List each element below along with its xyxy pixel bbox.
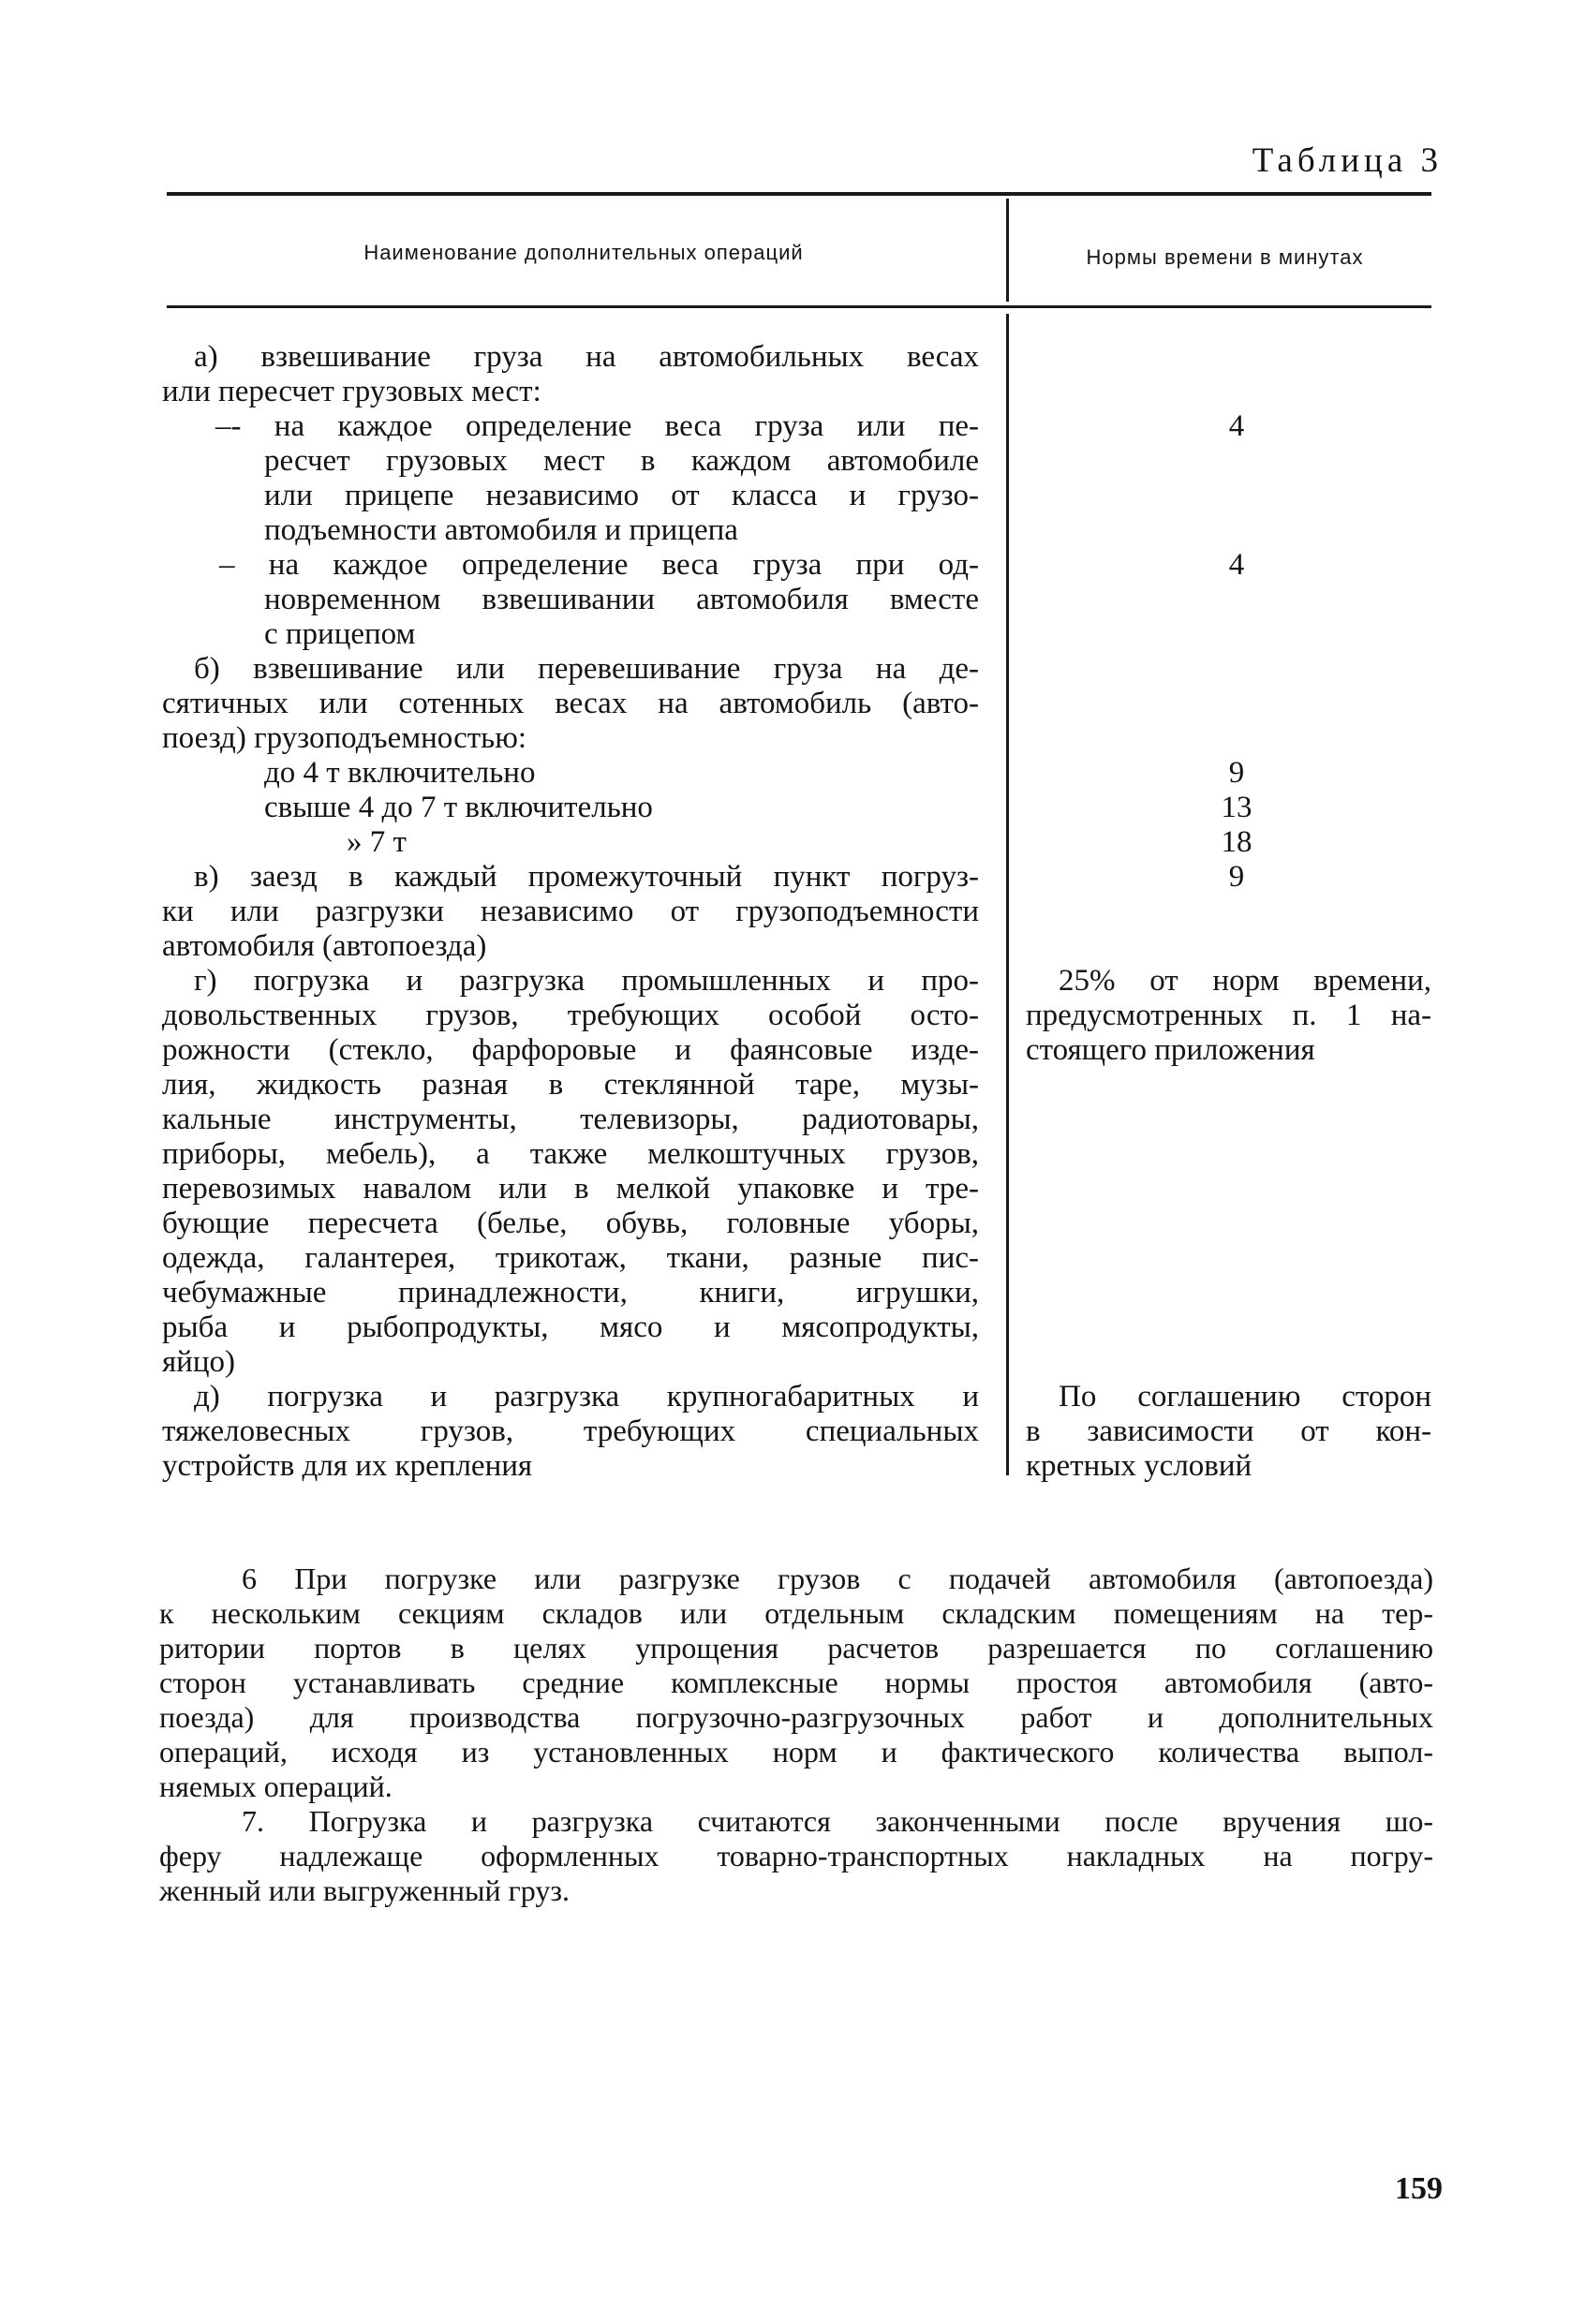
op-line: или прицепе независимо от класса и грузо- xyxy=(264,479,979,512)
op-line: одежда, галантерея, трикотаж, ткани, разные пис- xyxy=(162,1241,979,1275)
op-line: рожности (стекло, фарфоровые и фаянсовые изде- xyxy=(162,1033,979,1067)
op-line: довольственных грузов, требующих особой осто- xyxy=(162,999,979,1032)
op-line: г) погрузка и разгрузка промышленных и про- xyxy=(194,964,979,998)
op-line: приборы, мебель), а также мелкоштучных грузов, xyxy=(162,1137,979,1171)
norm-note-line: 25% от норм времени, xyxy=(1059,964,1431,998)
page-number: 159 xyxy=(1395,2171,1443,2206)
table-header-rule xyxy=(167,305,1431,308)
op-line: или пересчет грузовых мест: xyxy=(162,375,541,408)
table-caption: Таблица 3 xyxy=(1252,141,1443,180)
paragraph-line: феру надлежаще оформленных товарно-транспортных накладных на погру- xyxy=(159,1839,1433,1873)
op-line: чебумажные принадлежности, книги, игрушки, xyxy=(162,1276,979,1310)
norm-value: 9 xyxy=(1228,756,1245,790)
op-line: подъемности автомобиля и прицепа xyxy=(264,513,738,547)
op-line: ресчет грузовых мест в каждом автомобиле xyxy=(264,444,979,478)
paragraph-line: 6 При погрузке или разгрузке грузов с подачей автомобиля (автопоезда) xyxy=(242,1562,1433,1595)
paragraph-line: сторон устанавливать средние комплексные нормы простоя автомобиля (авто- xyxy=(159,1665,1433,1699)
paragraph-line: няемых операций. xyxy=(159,1769,393,1803)
op-line: д) погрузка и разгрузка крупногабаритных и xyxy=(194,1380,979,1414)
op-line: а) взвешивание груза на автомобильных весах xyxy=(194,340,979,374)
paragraph-line: к нескольким секциям складов или отдельным складским помещениям на тер- xyxy=(159,1596,1433,1630)
paragraph-line: поезда) для производства погрузочно-разгрузочных работ и дополнительных xyxy=(159,1700,1433,1734)
table-header-divider xyxy=(1006,199,1009,302)
paragraph-line: 7. Погрузка и разгрузка считаются законченными после вручения шо- xyxy=(242,1804,1433,1838)
op-line: бующие пересчета (белье, обувь, головные уборы, xyxy=(162,1206,979,1240)
op-line: – на каждое определение веса груза при од- xyxy=(219,548,979,582)
op-line: кальные инструменты, телевизоры, радиотовары, xyxy=(162,1103,979,1136)
op-line: сятичных или сотенных весах на автомобиль (авто- xyxy=(162,687,979,720)
op-line: до 4 т включительно xyxy=(264,756,536,790)
op-line: яйцо) xyxy=(162,1345,235,1379)
norm-note-line: в зависимости от кон- xyxy=(1026,1414,1431,1448)
norm-value: 18 xyxy=(1221,825,1252,859)
op-line: свыше 4 до 7 т включительно xyxy=(264,791,653,824)
op-line: » 7 т xyxy=(347,825,407,859)
op-line: ки или разгрузки независимо от грузоподъемности xyxy=(162,895,979,928)
norm-note-line: кретных условий xyxy=(1026,1449,1252,1483)
op-line: с прицепом xyxy=(264,617,416,651)
norm-note-line: предусмотренных п. 1 на- xyxy=(1026,999,1431,1032)
op-line: новременном взвешивании автомобиля вместе xyxy=(264,583,979,616)
table-top-rule xyxy=(167,192,1431,196)
norm-note-line: По соглашению сторон xyxy=(1059,1380,1431,1414)
norm-value: 4 xyxy=(1228,409,1245,443)
norm-note-line: стоящего приложения xyxy=(1026,1033,1315,1067)
table-column-divider xyxy=(1006,314,1009,1475)
op-line: лия, жидкость разная в стеклянной таре, музы- xyxy=(162,1068,979,1102)
norm-value: 4 xyxy=(1228,548,1245,582)
op-line: автомобиля (автопоезда) xyxy=(162,929,487,963)
op-line: –- на каждое определение веса груза или пе- xyxy=(215,409,979,443)
op-line: тяжеловесных грузов, требующих специальных xyxy=(162,1414,979,1448)
op-line: рыба и рыбопродукты, мясо и мясопродукты, xyxy=(162,1310,979,1344)
paragraph-line: ритории портов в целях упрощения расчетов разрешается по соглашению xyxy=(159,1631,1433,1665)
op-line: в) заезд в каждый промежуточный пункт погруз- xyxy=(194,860,979,894)
paragraph-line: операций, исходя из установленных норм и фактического количества выпол- xyxy=(159,1735,1433,1769)
header-norms: Нормы времени в минутах xyxy=(1086,245,1364,269)
norm-value: 9 xyxy=(1228,860,1245,894)
op-line: устройств для их крепления xyxy=(162,1449,533,1483)
norm-value: 13 xyxy=(1221,791,1252,824)
header-operations: Наименование дополнительных операций xyxy=(363,241,804,264)
paragraph-line: женный или выгруженный груз. xyxy=(159,1873,570,1907)
op-line: поезд) грузоподъемностью: xyxy=(162,721,527,755)
op-line: перевозимых навалом или в мелкой упаковке и тре- xyxy=(162,1172,979,1206)
op-line: б) взвешивание или перевешивание груза на де- xyxy=(194,652,979,686)
